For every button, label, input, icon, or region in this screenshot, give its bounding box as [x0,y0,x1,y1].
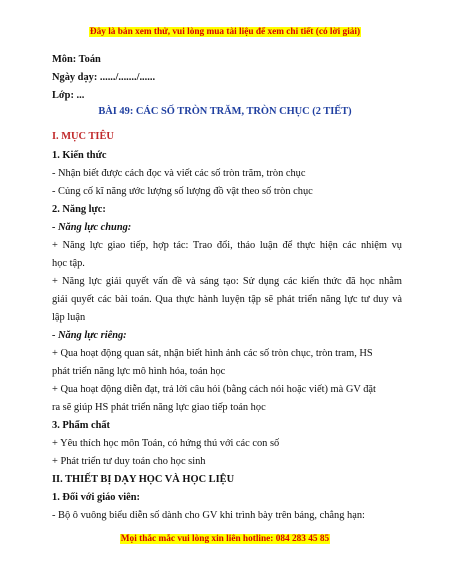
subheading-specific-competence: - Năng lực riêng: [52,330,127,341]
text-line: + Năng lực giải quyết vấn đề và sáng tạo: Sử dụng các kiến thức đã học nhằm [52,276,402,287]
subheading-knowledge: 1. Kiến thức [52,150,107,161]
text-line: giải quyết các bài toán. Qua thực hành luyện tập sẽ phát triển năng lực tư duy và [52,294,402,305]
text-line: + Qua hoạt động quan sát, nhận biết hình ảnh các số tròn chục, tròn tram, HS [52,348,373,359]
hotline-banner [0,534,450,545]
text-line: - Nhận biết được cách đọc và viết các số tròn trăm, tròn chục [52,168,306,179]
text-line: lập luận [52,312,86,323]
hotline-text: Mọi thắc mắc vui lòng xin liên hotline: 084 283 45 85 [120,534,330,544]
preview-notice-text: Đây là bản xem thử, vui lòng mua tài liệu để xem chi tiết (có lời giải) [89,27,361,37]
subheading-general-competence: - Năng lực chung: [52,222,132,233]
text-line: - Củng cố kĩ năng ước lượng số lượng đồ vật theo số tròn chục [52,186,313,197]
text-line: + Phát triển tư duy toán cho học sinh [52,456,206,467]
text-line: + Yêu thích học môn Toán, có hứng thú với các con số [52,438,280,449]
text-line: ra sẽ giúp HS phát triển năng lực giao tiếp toán học [52,402,266,413]
text-line: phát triển năng lực mô hình hóa, toán học [52,366,226,377]
subheading-teacher: 1. Đối với giáo viên: [52,492,141,503]
subheading-qualities: 3. Phẩm chất [52,420,111,431]
date-line: Ngày dạy: ....../......./...... [52,72,156,83]
text-line: + Năng lực giao tiếp, hợp tác: Trao đổi, thảo luận để thực hiện các nhiệm vụ [52,240,402,251]
lesson-title: BÀI 49: CÁC SỐ TRÒN TRĂM, TRÒN CHỤC (2 TIẾT) [98,106,352,117]
class-line: Lớp: ... [52,90,85,101]
subject-line: Môn: Toán [52,54,101,65]
section-heading-objectives: I. MỤC TIÊU [52,131,114,142]
text-line: - Bộ ô vuông biểu diễn số dành cho GV khi trình bày trên bảng, chẳng hạn: [52,510,365,521]
section-heading-equipment: II. THIẾT BỊ DẠY HỌC VÀ HỌC LIỆU [52,474,235,485]
subheading-competence: 2. Năng lực: [52,204,106,215]
preview-notice-banner [0,27,450,38]
text-line: + Qua hoạt động diễn đạt, trả lời câu hỏi (bằng cách nói hoặc viết) mà GV đặt [52,384,376,395]
text-line: học tập. [52,258,85,269]
